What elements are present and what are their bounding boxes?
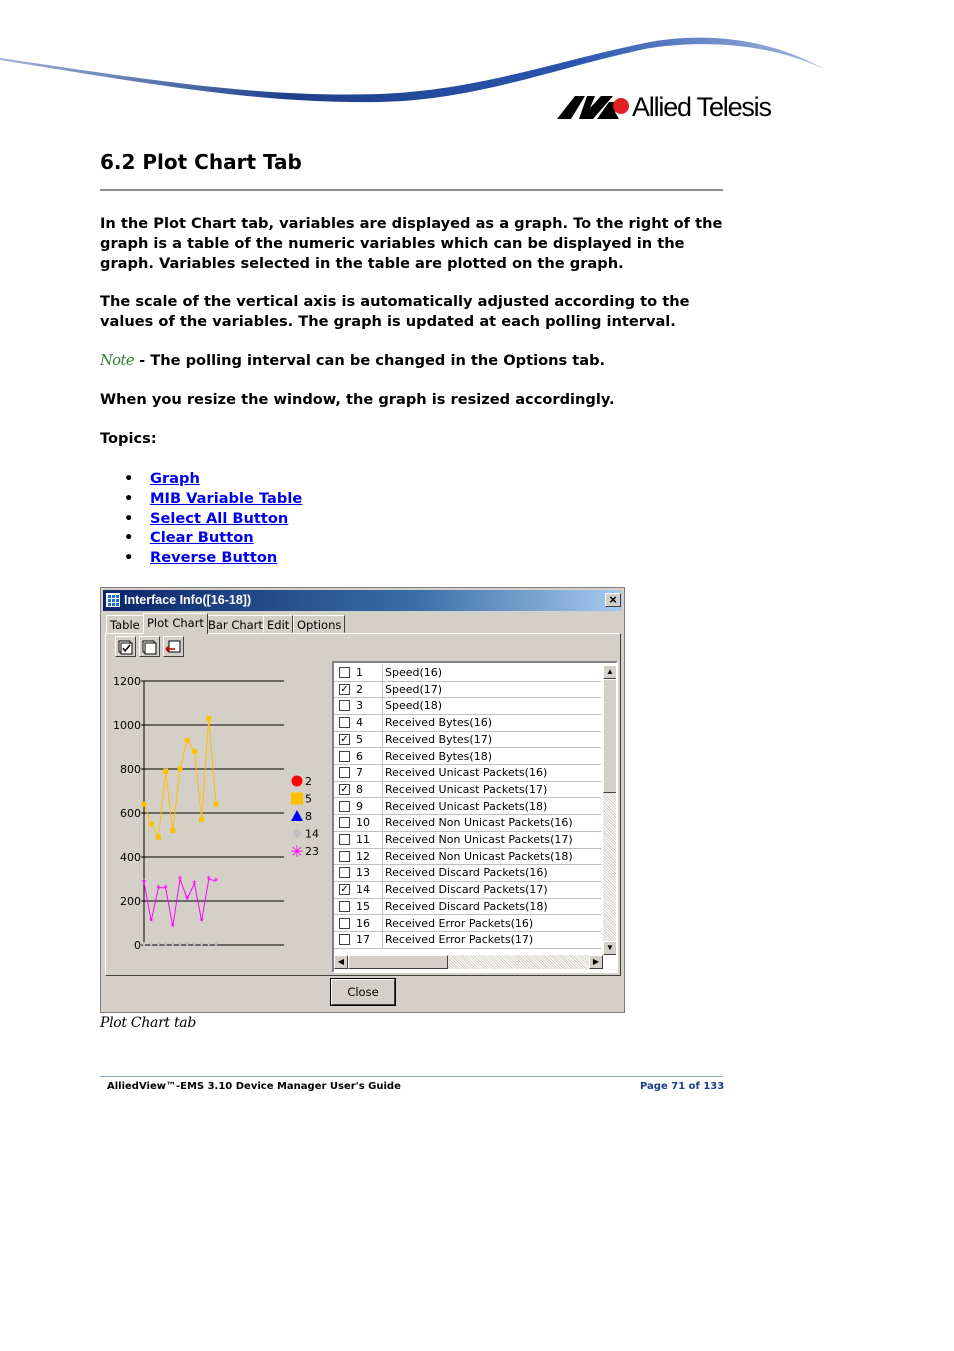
topics-label: Topics: [100,430,157,447]
topic-item [124,548,302,568]
data-point [149,822,154,827]
column-separator [382,832,383,848]
data-point: * [177,874,183,886]
data-point [214,802,219,807]
row-number: 3 [356,699,363,713]
table-row[interactable] [334,932,601,949]
row-checkbox[interactable]: ✓ [340,884,349,896]
vertical-scroll-thumb[interactable] [603,679,617,793]
row-checkbox[interactable]: ✓ [340,783,349,795]
data-point: * [192,878,197,891]
row-number: 16 [356,916,370,930]
y-tick-label: 600 [120,807,141,820]
row-checkbox[interactable] [339,667,350,678]
plot-chart [106,661,329,973]
window-titlebar[interactable] [103,590,622,611]
reverse-button[interactable] [163,636,184,657]
row-variable-name: Received Bytes(18) [385,749,492,763]
legend-label: 5 [305,792,312,806]
y-tick-label: 200 [120,895,141,908]
data-point: * [141,877,147,890]
horizontal-scrollbar[interactable] [334,955,603,969]
brand-name: Allied Telesis [632,92,771,122]
legend-label: 23 [305,845,319,858]
data-point [199,817,204,822]
data-point [206,716,211,721]
topic-item [124,469,302,489]
data-point: * [185,893,190,906]
row-checkbox[interactable] [339,751,350,762]
scroll-up-icon[interactable]: ▲ [603,665,617,679]
row-variable-name: Received Unicast Packets(17) [385,782,548,796]
column-separator [382,782,383,798]
topic-item [124,528,302,548]
table-row[interactable] [334,916,601,933]
row-variable-name: Received Error Packets(16) [385,916,534,930]
row-number: 9 [356,799,363,813]
topic-link-graph[interactable]: Graph [150,470,200,487]
tab-edit[interactable]: Edit [263,615,293,633]
column-separator [382,932,383,948]
header-swoosh [0,0,954,130]
row-number: 17 [356,933,370,947]
bullet-icon: • [124,489,134,507]
table-row[interactable] [334,732,601,749]
row-variable-name: Speed(16) [385,666,443,679]
reverse-icon [164,637,183,656]
data-point [185,738,190,743]
data-point: * [206,874,211,886]
data-point [156,835,161,840]
note-text: - The polling interval can be changed in the Options tab. [134,352,606,369]
table-row[interactable] [334,715,601,732]
topic-link-select-all-button[interactable]: Select All Button [150,509,289,527]
topic-item [124,489,302,509]
column-separator [382,749,383,765]
row-checkbox[interactable] [339,717,350,728]
data-point: * [199,915,204,928]
data-point [192,749,197,754]
select-all-button[interactable] [115,636,136,657]
table-row[interactable] [334,799,601,816]
row-number: 15 [356,899,370,913]
row-variable-name: Received Non Unicast Packets(16) [385,816,573,830]
row-number: 7 [356,766,363,780]
section-heading: 6.2 Plot Chart Tab [100,150,302,174]
y-tick-label: 800 [120,763,141,776]
row-variable-name: Speed(18) [385,699,443,713]
tab-options[interactable]: Options [293,615,345,633]
row-number: 1 [356,666,363,679]
table-row[interactable] [334,815,601,832]
table-row[interactable] [334,865,601,882]
interface-info-window [100,587,625,1013]
figure-caption: Plot Chart tab [100,1015,196,1031]
data-point [163,769,168,774]
topic-link-reverse-button[interactable]: Reverse Button [150,549,278,567]
data-point: * [149,915,154,928]
footer-page-number: Page 71 of 133 [640,1081,725,1092]
topic-link-clear-button[interactable]: Clear Button [150,529,254,547]
legend-label: 14 [305,827,319,841]
legend-triangle-icon [291,810,303,821]
bullet-icon: • [124,509,134,527]
row-number: 8 [356,782,363,796]
legend-square-icon [291,793,303,805]
note-paragraph [100,351,728,371]
y-tick-label: 0 [134,939,141,952]
row-checkbox[interactable] [339,867,350,878]
window-grid-icon [106,593,120,607]
row-variable-name: Received Bytes(16) [385,716,492,730]
row-variable-name: Speed(17) [385,682,443,696]
data-point: * [170,921,175,934]
select-all-icon [116,637,135,656]
row-checkbox[interactable] [339,918,350,929]
row-checkbox[interactable] [339,817,350,828]
topics-list [124,469,302,568]
column-separator [382,799,383,815]
window-close-icon[interactable]: × [605,593,621,607]
row-number: 12 [356,849,370,863]
scroll-left-icon[interactable]: ◀ [334,955,348,969]
data-point [142,802,147,807]
row-variable-name: Received Bytes(17) [385,732,492,746]
table-row[interactable] [334,682,601,699]
y-tick-label: 1000 [113,719,141,732]
column-separator [382,849,383,865]
series-line [144,718,216,837]
column-separator [382,715,383,731]
column-separator [382,865,383,881]
row-number: 6 [356,749,363,763]
horizontal-scroll-thumb[interactable] [348,955,448,969]
row-number: 13 [356,866,370,880]
column-separator [382,682,383,698]
bullet-icon: • [124,470,134,487]
data-point: * [163,882,168,895]
allied-telesis-logo-icon [557,94,631,120]
row-number: 11 [356,833,370,846]
table-row[interactable] [334,882,601,899]
column-separator [382,765,383,781]
bullet-icon: • [124,549,134,567]
table-row[interactable] [334,782,601,799]
row-number: 10 [356,816,370,830]
column-separator [382,916,383,932]
row-checkbox[interactable] [339,700,350,711]
row-variable-name: Received Discard Packets(18) [385,899,548,913]
plot-chart-area [106,661,329,973]
clear-icon [140,637,159,656]
scroll-right-icon[interactable]: ▶ [589,955,603,969]
column-separator [382,815,383,831]
legend-label: 8 [305,810,312,823]
tab-plot-chart[interactable]: Plot Chart [143,613,208,634]
column-separator [382,698,383,714]
table-row[interactable] [334,832,601,849]
footer-rule [100,1076,723,1077]
note-label: Note [100,352,135,369]
window-title: Interface Info([16-18]) [124,593,252,607]
y-tick-label: 1200 [113,675,141,688]
column-separator [382,882,383,898]
heading-rule [100,189,723,191]
column-separator [382,665,383,681]
footer-document-title: AlliedView™-EMS 3.10 Device Manager User's Guide [107,1081,401,1092]
row-number: 2 [356,682,363,696]
row-variable-name: Received Discard Packets(17) [385,883,548,897]
bullet-icon: • [124,529,134,547]
intro-paragraph: In the Plot Chart tab, variables are displayed as a graph. To the right of the graph is a table of the numeric variables which can be displayed in the graph. Variables selected in the table are plotted on the graph. [100,215,723,272]
row-checkbox[interactable] [339,901,350,912]
data-point: * [156,882,161,895]
vertical-scrollbar[interactable] [603,665,617,955]
topic-link-mib-variable-table[interactable]: MIB Variable Table [150,489,303,507]
row-variable-name: Received Unicast Packets(18) [385,799,548,813]
data-point [178,767,183,772]
table-row[interactable] [334,849,601,866]
table-row[interactable] [334,765,601,782]
row-checkbox[interactable] [339,851,350,862]
column-separator [382,899,383,915]
clear-button[interactable] [139,636,160,657]
row-checkbox[interactable] [339,767,350,778]
table-row[interactable] [334,749,601,766]
y-tick-label: 400 [120,851,141,864]
scale-paragraph: The scale of the vertical axis is automatically adjusted according to the values of the variables. The graph is updated at each polling interval. [100,293,690,330]
legend-asterisk-icon: ✳ [290,844,304,861]
row-checkbox[interactable]: ✓ [340,733,349,745]
row-checkbox[interactable] [339,934,350,945]
tab-bar-chart[interactable]: Bar Chart [204,615,267,633]
data-point [170,828,175,833]
legend-label: 2 [305,775,312,788]
row-checkbox[interactable] [339,801,350,812]
row-variable-name: Received Non Unicast Packets(18) [385,849,573,863]
table-row[interactable] [334,899,601,916]
row-variable-name: Received Unicast Packets(16) [385,766,548,780]
resize-paragraph: When you resize the window, the graph is resized accordingly. [100,391,615,408]
row-checkbox[interactable]: ✓ [340,683,349,695]
series-line [141,877,216,926]
row-variable-name: Received Error Packets(17) [385,933,534,947]
scroll-down-icon[interactable]: ▼ [603,941,617,955]
column-separator [382,732,383,748]
mib-variable-table [332,661,618,973]
row-number: 5 [356,732,363,746]
tab-table[interactable]: Table [106,615,144,633]
row-number: 14 [356,883,370,897]
table-row[interactable] [334,665,601,682]
row-checkbox[interactable] [339,834,350,845]
topic-item [124,509,302,529]
table-row[interactable] [334,698,601,715]
row-variable-name: Received Discard Packets(16) [385,866,548,880]
row-number: 4 [356,716,363,730]
row-variable-name: Received Non Unicast Packets(17) [385,833,573,846]
close-button[interactable]: Close [331,979,395,1005]
legend-circle-icon [292,776,303,787]
data-point: * [213,876,219,889]
legend-diamond-icon [292,829,302,839]
